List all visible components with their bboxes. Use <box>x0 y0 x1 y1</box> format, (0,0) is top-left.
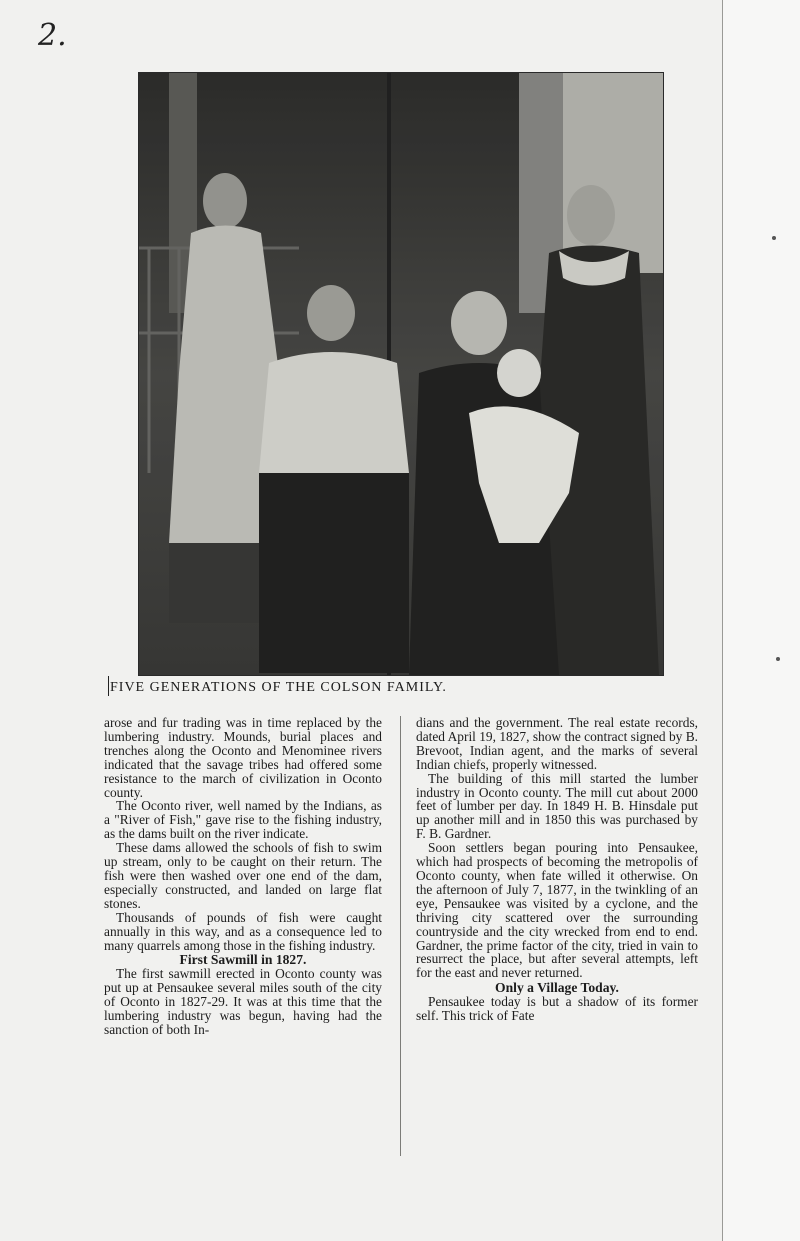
margin-speck <box>776 657 780 661</box>
paragraph: Soon settlers began pouring into Pensaukee, which had prospects of becoming the metropolis of Oconto county, when fate willed it otherwise. On the afternoon of July 7, 1877, in the twinkling of an eye, Pensaukee was visited by a cyclone, and the thriving city scattered over the surrounding countryside and the city wrecked from end to end. Gardner, the prime factor of the city, tried in vain to resurrect the place, but after several attempts, left for the east and never returned. <box>416 840 698 981</box>
caption-rule <box>108 676 109 696</box>
subheading: Only a Village Today. <box>495 980 619 996</box>
paragraph: Pensaukee today is but a shadow of its former self. This trick of Fate <box>416 994 698 1024</box>
photo-caption: FIVE GENERATIONS OF THE COLSON FAMILY. <box>110 680 447 695</box>
article-column-left <box>104 716 382 1037</box>
paragraph: These dams allowed the schools of fish to swim up stream, only to be caught on their return. The fish were then washed over one end of the dam, especially constructed, and landed on large flat stones. <box>104 840 382 911</box>
facing-page-edge <box>722 0 800 1241</box>
column-divider <box>400 716 401 1156</box>
subheading: First Sawmill in 1827. <box>179 952 307 968</box>
article-body <box>96 716 698 1156</box>
paragraph: Thousands of pounds of fish were caught annually in this way, and as a consequence led to many quarrels among those in the fishing industry. <box>104 909 382 953</box>
paragraph: arose and fur trading was in time replaced by the lumbering industry. Mounds, burial places and trenches along the Oconto and Menominee rivers indicated that the savage tribes had offered some resistance to the march of civilization in Oconto county. <box>104 715 382 800</box>
photo-icon <box>139 73 663 675</box>
page-number: 2. <box>38 18 67 53</box>
paragraph: The first sawmill erected in Oconto county was put up at Pensaukee several miles south of the city of Oconto in 1827-29. It was at this time that the lumbering industry was begun, having had the sanction of both In- <box>104 966 382 1038</box>
article-column-right <box>416 716 698 1023</box>
family-photograph <box>138 72 664 676</box>
paragraph: dians and the government. The real estate records, dated April 19, 1827, show the contract signed by B. Brevoot, Indian agent, and the marks of several Indian chiefs, properly witnessed. <box>416 715 698 772</box>
paragraph: The Oconto river, well named by the Indians, as a "River of Fish," gave rise to the fishing industry, as the dams built on the river indicate. <box>104 798 382 842</box>
paragraph: The building of this mill started the lumber industry in Oconto county. The mill cut about 2000 feet of lumber per day. In 1849 H. B. Hinsdale put up another mill and in 1850 this was purchased by F. B. Gardner. <box>416 770 698 842</box>
margin-speck <box>772 236 776 240</box>
